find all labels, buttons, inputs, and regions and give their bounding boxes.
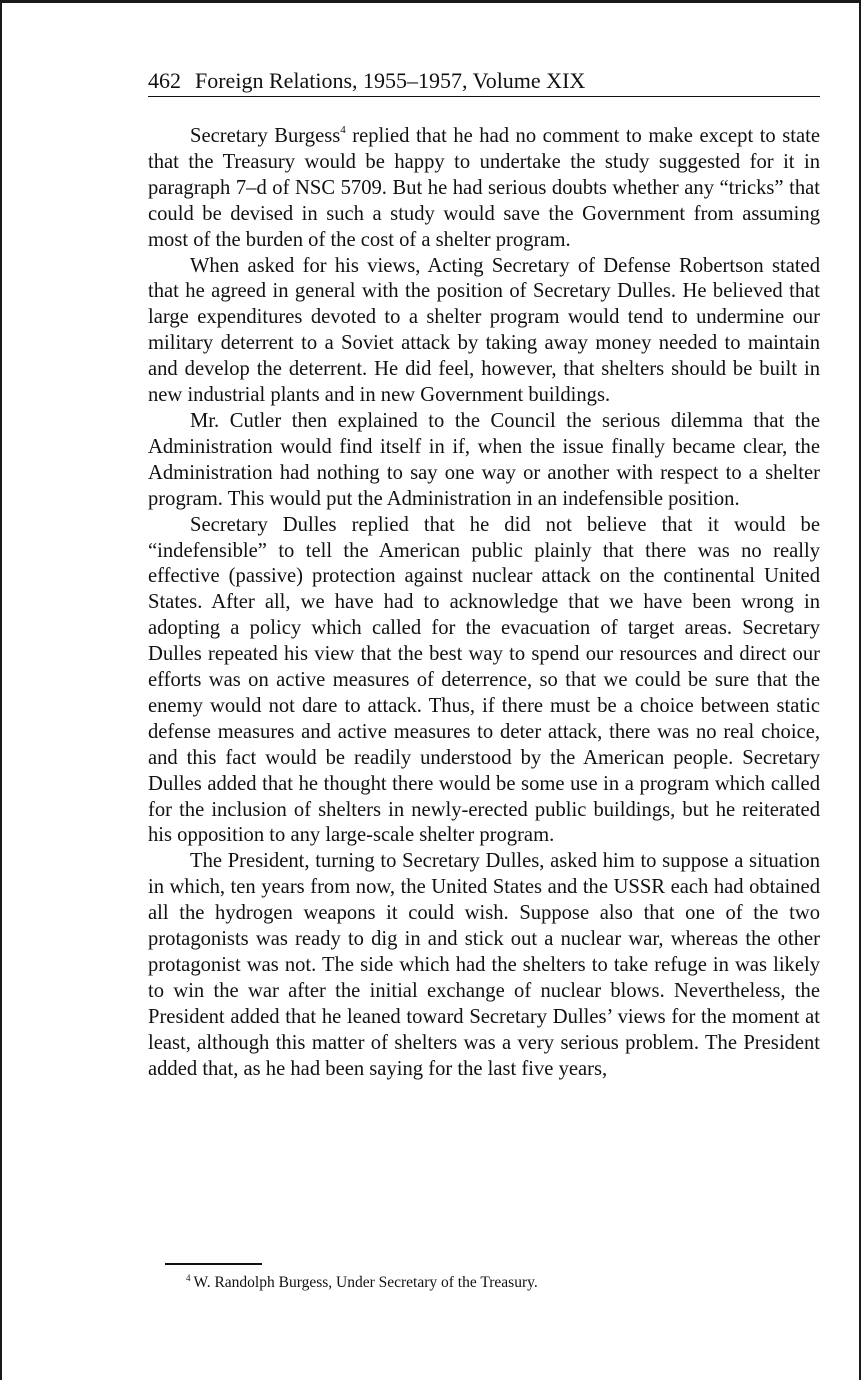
page-number: 462 <box>148 68 181 93</box>
footnote-reference-4[interactable]: 4 <box>340 124 346 136</box>
paragraph-4: Secretary Dulles replied that he did not believe that it would be “indefensible” to tell the American public plainly that there was no really effective (passive) protection against nuclear attack on the continental United States. After all, we have had to acknowledge that we have been wrong in adopting a policy which called for the evacuation of target areas. Secretary Dulles repeated his view that the best way to spend our resources and direct our efforts was on active measures of deterrence, so that we could be sure that the enemy would not dare to attack. Thus, if there must be a choice between static defense measures and active measures to deter attack, there was no real choice, and this fact would be readily understood by the American people. Secretary Dulles added that he thought there would be some use in a program which called for the inclusion of shelters in newly-erected public buildings, but he reiterated his opposition to any large-scale shelter program. <box>148 513 820 847</box>
paragraph-1-rest: replied that he had no comment to make except to state that the Treasury would be happy to undertake the study suggested for it in paragraph 7–d of NSC 5709. But he had serious doubts whether any “tricks” that could be devised in such a study would save the Government from assuming most of the burden of the cost of a shelter program. <box>148 125 820 251</box>
body-text <box>148 124 820 1083</box>
scan-edge-left <box>0 0 2 1380</box>
paragraph-5: The President, turning to Secretary Dulles, asked him to suppose a situation in which, ten years from now, the United States and the USSR each had obtained all the hydrogen weapons it could wish. Suppose also that one of the two protagonists was ready to dig in and stick out a nuclear war, whereas the other protagonist was not. The side which had the shelters to take refuge in was likely to win the war after the initial exchange of nuclear blows. Nevertheless, the President added that he leaned toward Secretary Dulles’ views for the moment at least, although this matter of shelters was a very serious problem. The President added that, as he had been saying for the last five years, <box>148 850 820 1080</box>
running-header <box>148 66 820 97</box>
paragraph-2: When asked for his views, Acting Secretary of Defense Robertson stated that he agreed in general with the position of Secretary Dulles. He believed that large expenditures devoted to a shelter program would tend to undermine our military deterrent to a Soviet attack by taking away money needed to maintain and develop the deterrent. He did feel, however, that shelters should be built in new industrial plants and in new Government buildings. <box>148 254 820 407</box>
running-title: Foreign Relations, 1955–1957, Volume XIX <box>195 68 586 93</box>
footnote-4 <box>186 1272 820 1294</box>
footnote-marker: 4 <box>186 1273 191 1283</box>
paragraph-3: Mr. Cutler then explained to the Council the serious dilemma that the Administration would find itself in if, when the issue finally became clear, the Administration had nothing to say one way or another with respect to a shelter program. This would put the Administration in an indefensible position. <box>148 409 820 510</box>
footnote-text: W. Randolph Burgess, Under Secretary of the Treasury. <box>193 1274 538 1291</box>
footnote-separator <box>165 1263 262 1265</box>
scan-edge-top <box>0 0 861 3</box>
paragraph-1 <box>148 124 820 254</box>
paragraph-1-start: Secretary Burgess <box>190 125 341 147</box>
